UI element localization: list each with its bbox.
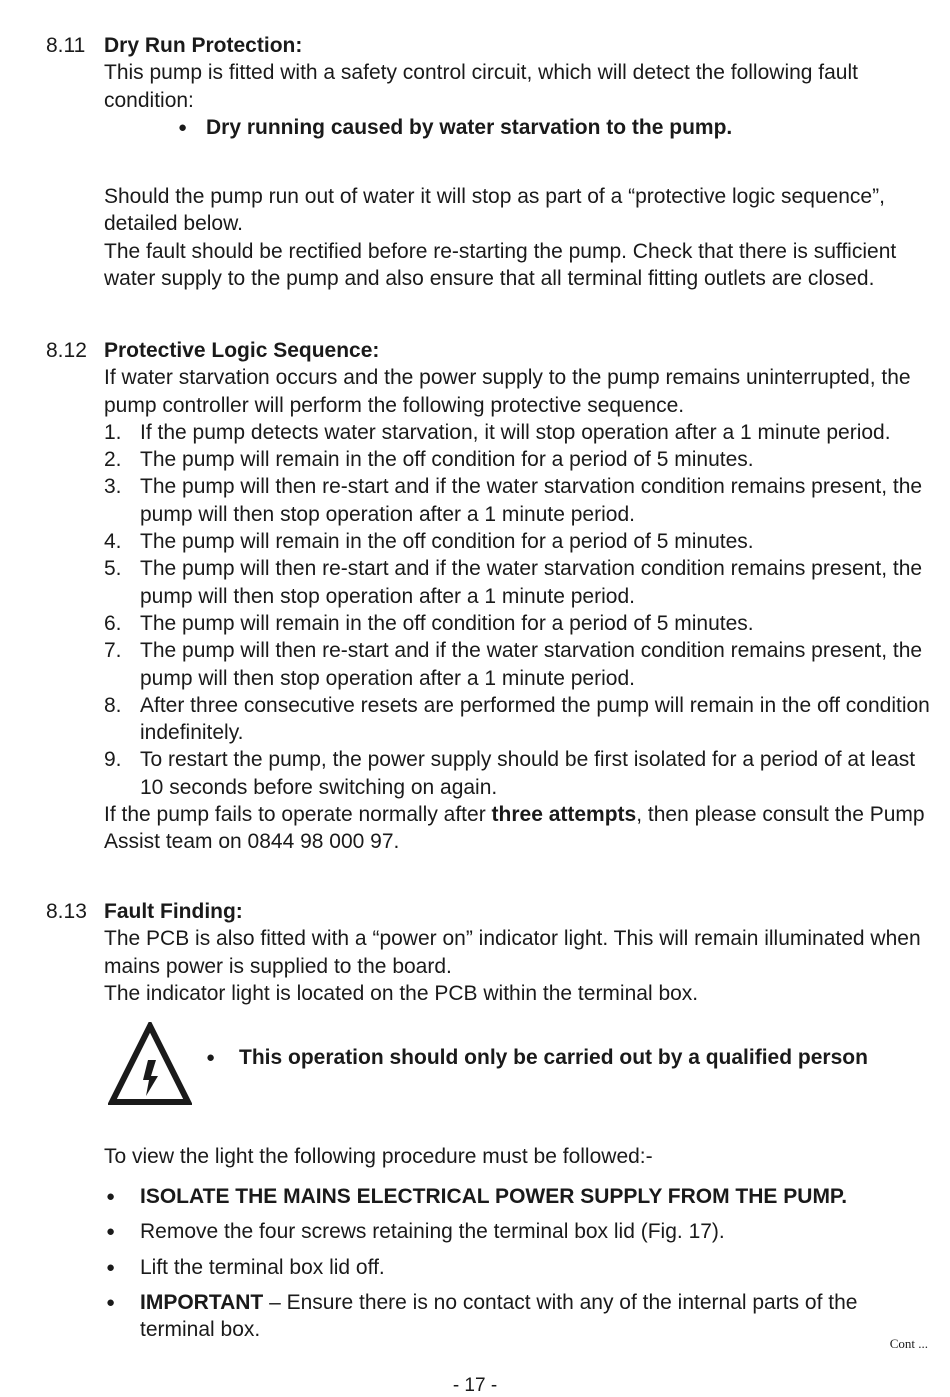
bullet-dot: ● [106, 1293, 116, 1311]
sequence-step [104, 419, 936, 446]
sequence-list [104, 419, 936, 801]
page-number: - 17 - [452, 1375, 498, 1396]
step-text: The pump will then re-start and if the water starvation condition remains present, the pump will then stop operation after a 1 minute period. [140, 475, 923, 526]
step-text: If the pump detects water starvation, it will stop operation after a 1 minute period. [140, 420, 891, 444]
section-8-12 [46, 337, 936, 856]
step-text: To restart the pump, the power supply should be first isolated for a period of at least 10 seconds before switching on again. [140, 748, 916, 799]
step-number: 1. [104, 420, 122, 444]
section-number: 8.12 [46, 339, 87, 362]
bullet-dot: ● [206, 1049, 216, 1066]
paragraph: The fault should be rectified before re-starting the pump. Check that there is sufficient water supply to the pump and also ensure that all terminal fitting outlets are closed. [104, 239, 897, 291]
paragraph: The indicator light is located on the PCB within the terminal box. [104, 981, 699, 1005]
section-number: 8.11 [46, 34, 86, 57]
sequence-step [104, 610, 936, 637]
sequence-step [104, 746, 936, 801]
step-number: 6. [104, 611, 122, 635]
procedure-item-emphasis: IMPORTANT [140, 1290, 264, 1314]
section-title: Fault Finding: [104, 900, 243, 923]
procedure-item-emphasis: ISOLATE THE MAINS ELECTRICAL POWER SUPPLY FROM THE PUMP. [140, 1185, 848, 1208]
section-title: Protective Logic Sequence: [104, 339, 380, 362]
electrical-hazard-icon [108, 1022, 192, 1106]
procedure-item [104, 1218, 934, 1245]
procedure-item-text: – Ensure there is no contact with any of the internal parts of the terminal box. [140, 1290, 858, 1342]
bullet-text: Dry running caused by water starvation to the pump. [206, 115, 733, 139]
step-number: 5. [104, 557, 122, 581]
sequence-step [104, 692, 936, 747]
section-intro: If water starvation occurs and the power supply to the pump remains uninterrupted, the pump controller will perform the following protective sequence. [104, 366, 911, 417]
sequence-step [104, 446, 936, 473]
warning-text: This operation should only be carried out by a qualified person [239, 1046, 868, 1069]
sequence-step [104, 473, 936, 528]
sequence-step [104, 555, 936, 610]
section-intro: This pump is fitted with a safety control circuit, which will detect the following fault condition: [104, 61, 858, 112]
section-number: 8.13 [46, 900, 87, 923]
warning-block [108, 1022, 938, 1108]
procedure-item-text: Lift the terminal box lid off. [140, 1255, 385, 1279]
procedure-item [104, 1183, 934, 1210]
step-text: The pump will remain in the off condition for a period of 5 minutes. [140, 448, 754, 472]
step-number: 3. [104, 475, 122, 499]
paragraph: The PCB is also fitted with a “power on” indicator light. This will remain illuminated when mains power is supplied to the board. [104, 927, 921, 978]
continued-note: Cont ... [889, 1336, 928, 1351]
paragraph: Should the pump run out of water it will stop as part of a “protective logic sequence”, detailed below. [104, 185, 885, 236]
step-number: 8. [104, 693, 122, 717]
bullet-dot: ● [106, 1188, 116, 1205]
section-8-13 [46, 898, 936, 1007]
step-text: The pump will then re-start and if the water starvation condition remains present, the pump will then stop operation after a 1 minute period. [140, 639, 923, 690]
procedure-item-text: Remove the four screws retaining the terminal box lid (Fig. 17). [140, 1220, 725, 1244]
procedure-item [104, 1254, 934, 1281]
bullet-dot: ● [106, 1223, 116, 1241]
step-text: After three consecutive resets are performed the pump will remain in the off condition indefinitely. [140, 693, 930, 745]
step-text: The pump will remain in the off condition for a period of 5 minutes. [140, 611, 754, 635]
sequence-step [104, 637, 936, 692]
step-text: The pump will then re-start and if the water starvation condition remains present, the pump will then stop operation after a 1 minute period. [140, 557, 923, 608]
emphasis: three attempts [491, 803, 637, 827]
bullet-dot: ● [178, 118, 188, 136]
procedure-intro: To view the light the following procedure must be followed:- [104, 1145, 653, 1168]
closing-paragraph: If the pump fails to operate normally after three attempts, then please consult the Pump Assist team on 0844 98 000 97. [104, 803, 925, 854]
procedure-list [104, 1183, 934, 1351]
step-number: 7. [104, 639, 122, 663]
step-number: 2. [104, 448, 122, 472]
bullet-dot: ● [106, 1258, 116, 1276]
section-title: Dry Run Protection: [104, 34, 303, 57]
step-number: 9. [104, 748, 122, 772]
step-text: The pump will remain in the off condition for a period of 5 minutes. [140, 530, 754, 554]
bullet-item [46, 114, 936, 141]
procedure-item [104, 1289, 934, 1344]
section-8-11 [46, 32, 936, 292]
step-number: 4. [104, 530, 122, 554]
sequence-step [104, 528, 936, 555]
